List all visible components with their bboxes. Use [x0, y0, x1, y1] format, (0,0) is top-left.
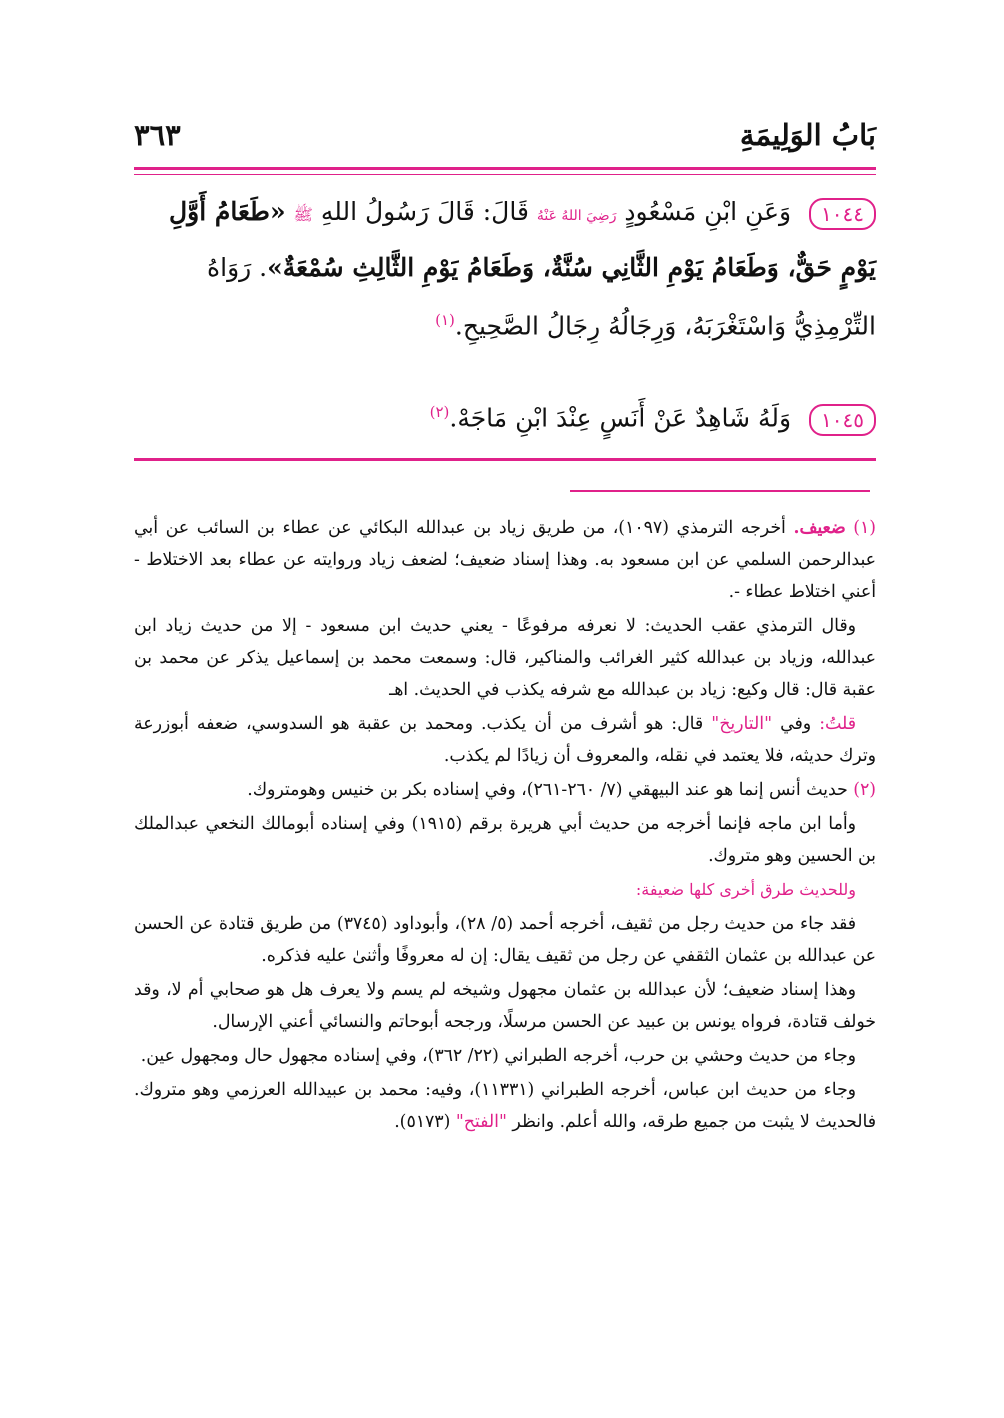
footnote-paragraph: وهذا إسناد ضعيف؛ لأن عبدالله بن عثمان مجهول وشيخه لم يسم ولا يعرف هل هو صحابي أم لا، وقد خولف قتادة، فرواه يونس بن عبيد عن الحسن مرسلًا، ورجحه أبوحاتم والنسائي أعني الإرسال. [134, 980, 876, 1032]
footnote-text: قال: هو أشرف من أن يكذب. ومحمد بن عقبة هو السدوسي، ضعفه أبوزرعة وترك حديثه، فلا يعتمد في نقله، والمعروف أن زيادًا لم يكذب. [134, 714, 876, 766]
footnote-ref-1[interactable]: (١) [435, 311, 455, 329]
hadith-1044 [134, 186, 876, 352]
header-rule [134, 167, 876, 170]
honorific-radiallah: رَضِيَ اللهُ عَنْهُ [536, 208, 617, 224]
footnote-paragraph [134, 708, 876, 772]
hadith-number-badge: ١٠٤٥ [809, 404, 876, 436]
hadith-number-badge: ١٠٤٤ [809, 198, 876, 230]
footnote-2 [134, 774, 876, 806]
footnote-label: (٢) [853, 780, 876, 800]
honorific-salla: ﷺ [293, 205, 313, 224]
footnote-text: (٥١٧٣). [394, 1112, 451, 1132]
chapter-title: بَابُ الوَلِيمَةِ [739, 118, 876, 152]
footnote-text: وجاء من حديث ابن عباس، أخرجه الطبراني (١١٣٣١)، وفيه: محمد بن عبيدالله العرزمي وهو متروك. فالحديث لا يثبت من جميع طرقه، والله أعلم. وانظر [134, 1080, 876, 1132]
hadith-1045 [134, 386, 876, 444]
hadith-said: قَالَ: قَالَ رَسُولُ اللهِ [320, 197, 529, 226]
hadith-text: وَلَهُ شَاهِدٌ عَنْ أَنَسٍ عِنْدَ ابْنِ مَاجَهْ. [449, 403, 792, 433]
page-number: ٣٦٣ [134, 118, 181, 152]
qultu-label: قلتُ: [819, 714, 856, 734]
footnote-1 [134, 512, 876, 608]
footnote-text: وفي [780, 714, 812, 734]
book-reference: "التاريخ" [711, 714, 773, 734]
footnote-ref-2[interactable]: (٢) [429, 403, 450, 421]
footnotes [134, 512, 876, 1140]
footnote-paragraph: وجاء من حديث وحشي بن حرب، أخرجه الطبراني (٢٢/ ٣٦٢)، وفي إسناده مجهول حال ومجهول عين. [140, 1046, 856, 1066]
hadith-rest: . رَوَاهُ التِّرْمِذِيُّ وَاسْتَغْرَبَهُ، وَرِجَالُهُ رِجَالُ الصَّحِيحِ. [207, 253, 876, 341]
footnote-paragraph: وقال الترمذي عقب الحديث: لا نعرفه مرفوعًا - يعني حديث ابن مسعود - إلا من حديث زياد ابن عبدالله، وزياد بن عبدالله كثير الغرائب والمناكير، قال: وسمعت محمد بن إسماعيل يذكر عن محمد بن عقبة قال: قال وكيع: زياد بن عبدالله مع شرفه يكذب في الحديث. اهـ [134, 616, 876, 700]
grade-label: ضعيف. [793, 518, 846, 538]
footnote-text: أخرجه الترمذي (١٠٩٧)، من طريق زياد بن عبدالله البكائي عن عطاء بن السائب عن أبي عبدالرحمن السلمي عن ابن مسعود به. وهذا إسناد ضعيف؛ لضعف زياد وروايته عن عطاء بعد الاختلاط - أعني اختلاط عطاء -. [134, 518, 876, 602]
hadith-quote: «طَعَامُ أَوَّلِ يَوْمٍ حَقٌّ، وَطَعَامُ يَوْمِ الثَّانِي سُنَّةٌ، وَطَعَامُ يَوْمِ الثَّالِثِ سُمْعَةٌ» [169, 197, 876, 282]
hadith-intro: وَعَنِ ابْنِ مَسْعُودٍ [624, 197, 792, 226]
book-reference: "الفتح" [455, 1112, 507, 1132]
footnote-paragraph: فقد جاء من حديث رجل من ثقيف، أخرجه أحمد (٥/ ٢٨)، وأبوداود (٣٧٤٥) من طريق قتادة عن الحسن عن عبدالله بن عثمان الثقفي عن رجل من ثقيف يقال: إن له معروفًا وأثنىٰ عليه فذكره. [134, 914, 876, 966]
body-rule [134, 458, 876, 461]
footnote-separator [570, 490, 870, 492]
running-header [134, 118, 876, 164]
header-rule-thin [134, 174, 876, 175]
footnote-paragraph [134, 1074, 876, 1138]
footnote-paragraph: وأما ابن ماجه فإنما أخرجه من حديث أبي هريرة برقم (١٩١٥) وفي إسناده أبومالك النخعي عبدالملك بن الحسين وهو متروك. [134, 814, 876, 866]
footnote-text: حديث أنس إنما هو عند البيهقي (٧/ ٢٦٠-٢٦١)، وفي إسناده بكر بن خنيس وهومتروك. [247, 780, 848, 800]
section-subheading: وللحديث طرق أخرى كلها ضعيفة: [635, 880, 856, 899]
footnote-label: (١) [853, 518, 876, 538]
